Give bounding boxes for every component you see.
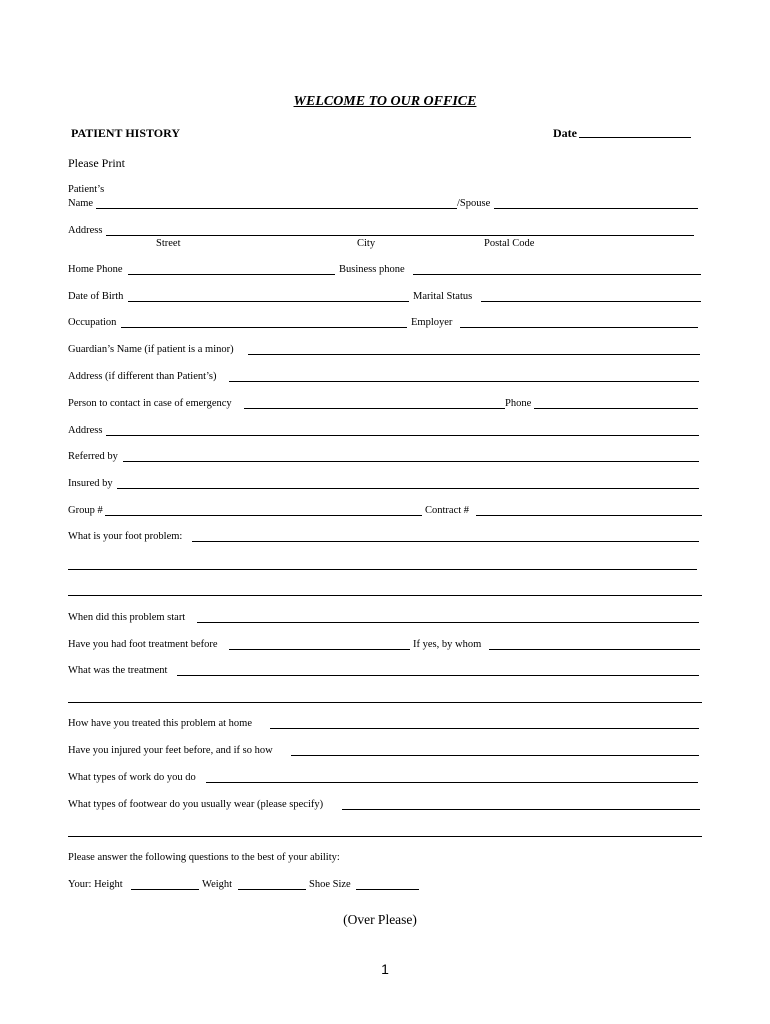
contract-number-label: Contract # [425, 505, 470, 516]
prior-treatment-field[interactable] [229, 649, 410, 650]
treated-by-label: If yes, by whom [413, 639, 482, 650]
footwear-line-2[interactable] [68, 836, 702, 837]
work-type-field[interactable] [206, 782, 698, 783]
footwear-label: What types of footwear do you usually wear (please specify) [68, 799, 324, 810]
footwear-field[interactable] [342, 809, 700, 810]
patient-name-field[interactable] [96, 208, 457, 209]
emergency-address-label: Address [68, 425, 103, 436]
work-type-label: What types of work do you do [68, 772, 196, 783]
treated-by-field[interactable] [489, 649, 700, 650]
city-caption: City [357, 238, 376, 249]
date-label: Date [553, 126, 577, 140]
treatment-line-2[interactable] [68, 702, 702, 703]
treatment-label: What was the treatment [68, 665, 168, 676]
section-heading: PATIENT HISTORY [71, 126, 181, 140]
guardian-name-field[interactable] [248, 354, 700, 355]
postal-code-caption: Postal Code [484, 238, 535, 249]
insured-by-label: Insured by [68, 478, 113, 489]
shoe-size-label: Shoe Size [309, 879, 351, 890]
emergency-phone-field[interactable] [534, 408, 698, 409]
alt-address-field[interactable] [229, 381, 699, 382]
marital-status-field[interactable] [481, 301, 701, 302]
foot-problem-field[interactable] [192, 541, 699, 542]
emergency-address-field[interactable] [106, 435, 699, 436]
height-label: Your: Height [68, 879, 123, 890]
injury-label: Have you injured your feet before, and if so how [68, 745, 273, 756]
address-field[interactable] [106, 235, 694, 236]
business-phone-label: Business phone [339, 264, 405, 275]
home-treatment-label: How have you treated this problem at home [68, 718, 252, 729]
weight-label: Weight [202, 879, 233, 890]
dob-label: Date of Birth [68, 291, 124, 302]
emergency-contact-label: Person to contact in case of emergency [68, 398, 232, 409]
guardian-name-label: Guardian’s Name (if patient is a minor) [68, 344, 234, 355]
page-number: 1 [381, 961, 389, 977]
group-number-label: Group # [68, 505, 103, 516]
over-please-note: (Over Please) [343, 912, 417, 927]
problem-start-field[interactable] [197, 622, 699, 623]
emergency-phone-label: Phone [505, 398, 532, 409]
prior-treatment-label: Have you had foot treatment before [68, 639, 218, 650]
foot-problem-line-3[interactable] [68, 595, 702, 596]
home-phone-label: Home Phone [68, 264, 123, 275]
injury-field[interactable] [291, 755, 699, 756]
shoe-size-field[interactable] [356, 889, 419, 890]
home-treatment-field[interactable] [270, 728, 699, 729]
treatment-field[interactable] [177, 675, 699, 676]
employer-field[interactable] [460, 327, 698, 328]
referred-by-field[interactable] [123, 461, 699, 462]
employer-label: Employer [411, 317, 453, 328]
occupation-field[interactable] [121, 327, 407, 328]
referred-by-label: Referred by [68, 451, 118, 462]
foot-problem-label: What is your foot problem: [68, 531, 183, 542]
business-phone-field[interactable] [413, 274, 701, 275]
emergency-contact-field[interactable] [244, 408, 505, 409]
height-field[interactable] [131, 889, 199, 890]
patient-label: Patient’s [68, 184, 105, 195]
name-label: Name [68, 198, 94, 209]
form-title: WELCOME TO OUR OFFICE [293, 94, 477, 109]
street-caption: Street [156, 238, 181, 249]
questions-instruction: Please answer the following questions to the best of your ability: [68, 852, 340, 863]
date-field[interactable] [579, 137, 691, 138]
foot-problem-line-2[interactable] [68, 569, 697, 570]
marital-status-label: Marital Status [413, 291, 473, 302]
insured-by-field[interactable] [117, 488, 699, 489]
occupation-label: Occupation [68, 317, 117, 328]
instruction-text: Please Print [68, 156, 125, 170]
weight-field[interactable] [238, 889, 306, 890]
alt-address-label: Address (if different than Patient’s) [68, 371, 217, 382]
spouse-label: /Spouse [457, 198, 491, 209]
contract-number-field[interactable] [476, 515, 702, 516]
home-phone-field[interactable] [128, 274, 335, 275]
group-number-field[interactable] [105, 515, 422, 516]
address-label: Address [68, 225, 103, 236]
problem-start-label: When did this problem start [68, 612, 186, 623]
dob-field[interactable] [128, 301, 409, 302]
spouse-field[interactable] [494, 208, 698, 209]
